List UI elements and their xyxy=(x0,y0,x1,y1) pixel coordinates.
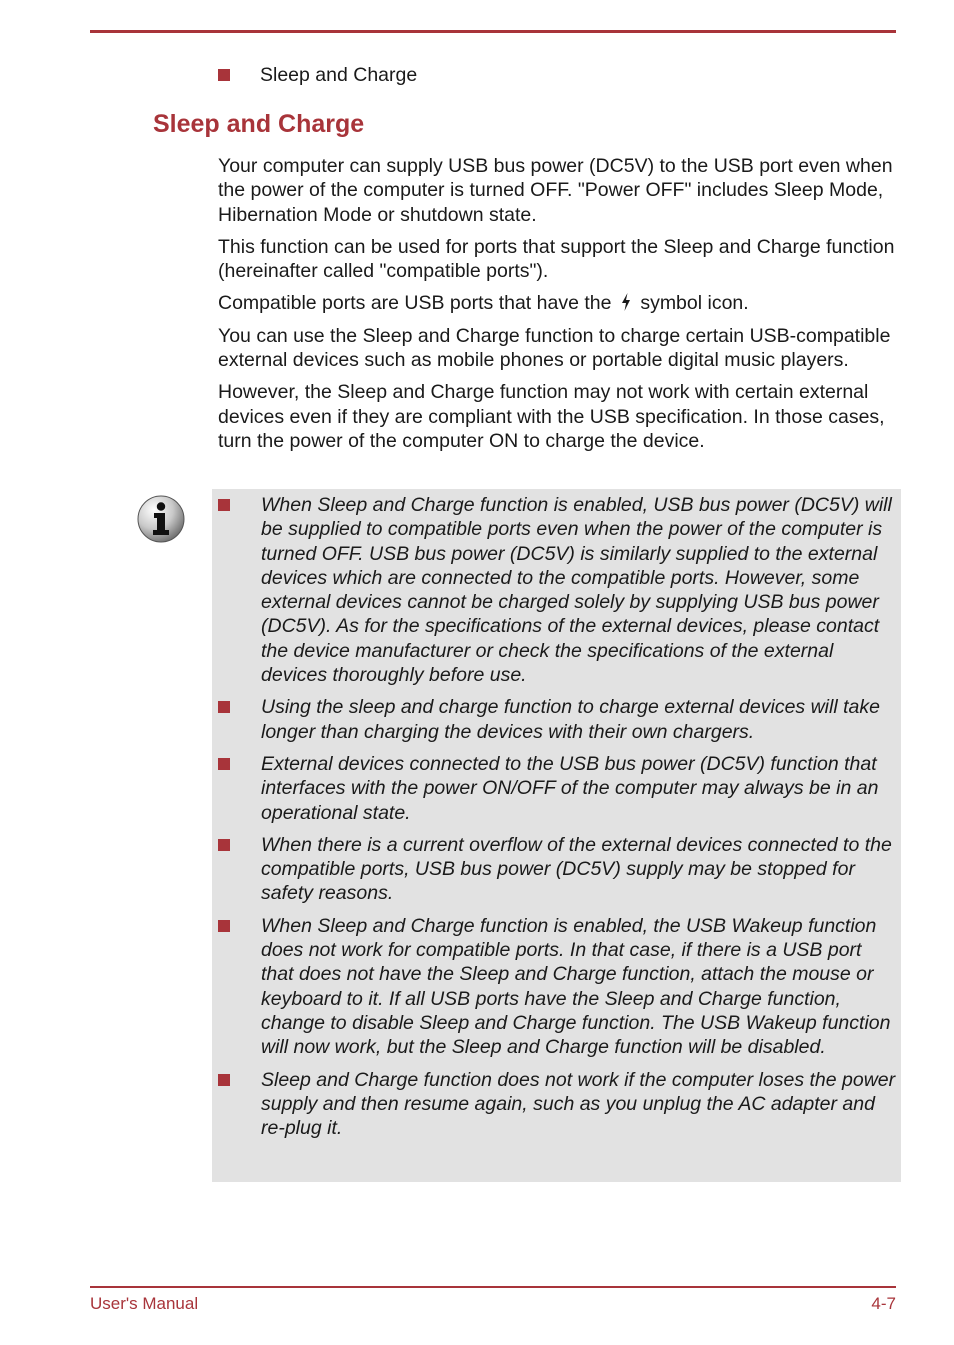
paragraph: Your computer can supply USB bus power (DC5V) to the USB port even when the power of the computer is turned OFF. "Power OFF" includes Sleep Mode, Hibernation Mode or shutdown state. xyxy=(218,155,893,226)
header-rule xyxy=(90,30,896,33)
list-item-text: External devices connected to the USB bus power (DC5V) function that interfaces with the power ON/OFF of the computer may always be in an operational state. xyxy=(261,752,879,824)
page-number: 4-7 xyxy=(871,1294,896,1313)
footer-title: User's Manual xyxy=(90,1294,199,1313)
note-list xyxy=(212,493,901,1148)
list-item-text: When Sleep and Charge function is enabled, the USB Wakeup function does not work for compatible ports. In that case, if there is a USB port that does not have the Sleep and Charge function, attach the mouse or keyboard to it. If all USB ports have the Sleep and Charge function, change to disable Sleep and Charge function. The USB Wakeup function will now work, but the Sleep and Charge function will be disabled. xyxy=(261,914,891,1059)
lightning-bolt-icon xyxy=(619,292,633,312)
paragraph xyxy=(218,291,898,315)
list-item xyxy=(212,833,901,906)
list-item-text: When there is a current overflow of the external devices connected to the compatible ports, USB bus power (DC5V) supply may be stopped for safety reasons. xyxy=(261,833,892,905)
paragraph: You can use the Sleep and Charge function to charge certain USB-compatible external devices such as mobile phones or portable digital music players. xyxy=(218,324,891,372)
list-item xyxy=(212,493,901,687)
list-item xyxy=(212,752,901,825)
list-item: Sleep and Charge xyxy=(260,64,418,86)
paragraph: However, the Sleep and Charge function may not work with certain external devices even if they are compliant with the USB specification. In those cases, turn the power of the computer ON to charge the device. xyxy=(218,381,885,452)
section-title: Sleep and Charge xyxy=(153,110,365,138)
list-item xyxy=(212,695,901,744)
list-bullet xyxy=(218,701,230,713)
list-item-text: Sleep and Charge function does not work if the computer loses the power supply and then resume again, such as you unplug the AC adapter and re-plug it. xyxy=(261,1068,896,1140)
list-bullet xyxy=(218,69,230,81)
list-item xyxy=(212,914,901,1060)
list-item-text: When Sleep and Charge function is enabled, USB bus power (DC5V) will be supplied to compatible ports even when the power of the computer is turned OFF. USB bus power (DC5V) is similarly supplied to the external devices which are connected to the compatible ports. However, some external devices cannot be charged solely by supplying USB bus power (DC5V). As for the specifications of the external devices, please contact the device manufacturer or check the specifications of the external devices thoroughly before use. xyxy=(261,494,892,687)
list-bullet xyxy=(218,920,230,932)
paragraph: This function can be used for ports that support the Sleep and Charge function (hereinafter called "compatible ports"). xyxy=(218,235,895,283)
footer-rule xyxy=(90,1286,896,1288)
info-icon xyxy=(136,494,186,544)
paragraph-text: Compatible ports are USB ports that have the xyxy=(218,292,612,315)
list-bullet xyxy=(218,758,230,770)
list-bullet xyxy=(218,1074,230,1086)
list-bullet xyxy=(218,499,230,511)
list-item-text: Using the sleep and charge function to charge external devices will take longer than charging the devices with their own chargers. xyxy=(261,696,880,743)
list-item xyxy=(212,1068,901,1141)
list-bullet xyxy=(218,839,230,851)
body-text xyxy=(218,154,898,461)
paragraph-text: symbol icon. xyxy=(640,292,749,315)
